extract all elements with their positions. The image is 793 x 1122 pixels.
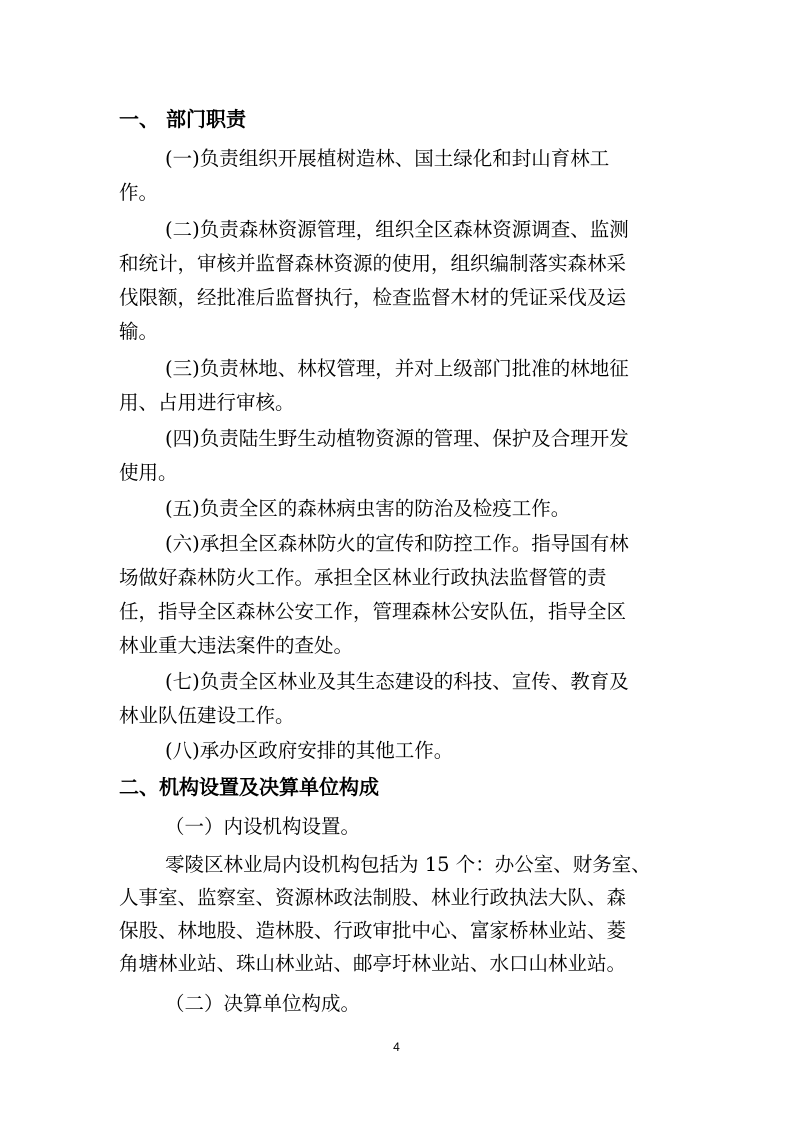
structure-para-line-4: 角塘林业站、珠山林业站、邮亭圩林业站、水口山林业站。 (119, 952, 627, 975)
duty-item-6-line-3: 任，指导全区森林公安工作，管理森林公安队伍，指导全区 (119, 600, 627, 623)
page-number: 4 (393, 1040, 400, 1054)
duty-item-6-line-2: 场做好森林防火工作。承担全区林业行政执法监督管的责 (119, 566, 607, 589)
duty-item-7-line-2: 林业队伍建设工作。 (119, 704, 295, 727)
section-heading-structure: 二、机构设置及决算单位构成 (119, 775, 379, 799)
subheading-accounting-units: （二）决算单位构成。 (165, 992, 361, 1015)
duty-item-8-line-1: (八)承办区政府安排的其他工作。 (165, 739, 454, 762)
subheading-internal-structure: （一）内设机构设置。 (165, 815, 361, 838)
section-heading-duties: 一、 部门职责 (119, 107, 246, 131)
duty-item-6-line-4: 林业重大违法案件的查处。 (119, 634, 354, 657)
structure-para-line-3: 保股、林地股、造林股、行政审批中心、富家桥林业站、菱 (119, 919, 627, 942)
duty-item-7-line-1: (七)负责全区林业及其生态建设的科技、宣传、教育及 (165, 670, 629, 693)
duty-item-3-line-2: 用、占用进行审核。 (119, 391, 295, 414)
duty-item-6-line-1: (六)承担全区森林防火的宣传和防控工作。指导国有林 (165, 532, 629, 555)
duty-item-5-line-1: (五)负责全区的森林病虫害的防治及检疫工作。 (165, 497, 571, 520)
duty-item-4-line-2: 使用。 (119, 461, 178, 484)
duty-item-2-line-3: 伐限额，经批准后监督执行，检查监督木材的凭证采伐及运 (119, 286, 627, 309)
structure-para-line-1: 零陵区林业局内设机构包括为 15 个：办公室、财务室、 (165, 853, 651, 876)
duty-item-2-line-1: (二)负责森林资源管理，组织全区森林资源调查、监测 (165, 218, 629, 241)
duty-item-2-line-2: 和统计，审核并监督森林资源的使用，组织编制落实森林采 (119, 252, 627, 275)
duty-item-1-line-2: 作。 (119, 181, 159, 204)
duty-item-4-line-1: (四)负责陆生野生动植物资源的管理、保护及合理开发 (165, 427, 629, 450)
duty-item-3-line-1: (三)负责林地、林权管理，并对上级部门批准的林地征 (165, 357, 629, 380)
duty-item-1-line-1: (一)负责组织开展植树造林、国土绿化和封山育林工 (165, 147, 610, 170)
structure-para-line-2: 人事室、监察室、资源林政法制股、林业行政执法大队、森 (119, 886, 627, 909)
duty-item-2-line-4: 输。 (119, 320, 159, 343)
